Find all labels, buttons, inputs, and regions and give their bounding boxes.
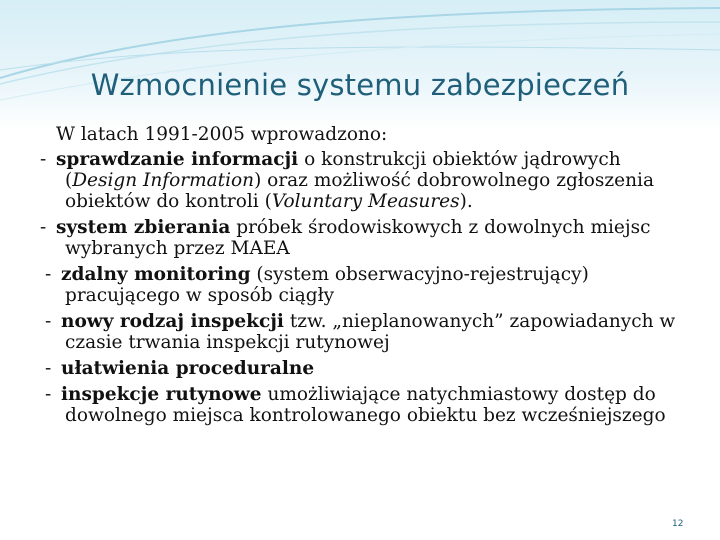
- list-item: [40, 149, 690, 212]
- item-bold: nowy rodzaj inspekcji: [61, 311, 284, 332]
- item-italic: Voluntary Measures: [271, 191, 460, 212]
- item-text: o konstrukcji obiektów jądrowych (: [65, 149, 621, 191]
- item-bold: zdalny monitoring: [61, 264, 251, 285]
- item-bold: sprawdzanie informacji: [56, 149, 299, 170]
- item-text: tzw. „nieplanowanych” zapowiadanych w czasie trwania inspekcji rutynowej: [65, 311, 676, 353]
- bullet-dash: -: [40, 149, 47, 170]
- page-number: 12: [672, 519, 684, 529]
- bullet-dash: -: [45, 384, 52, 405]
- bullet-dash: -: [45, 264, 52, 285]
- slide-title: Wzmocnienie systemu zabezpieczeń: [90, 68, 630, 102]
- list-item: [40, 217, 690, 259]
- item-text: ) oraz możliwość dobrowolnego zgłoszenia obiektów do kontroli (: [65, 170, 654, 212]
- bullet-dash: -: [45, 358, 52, 379]
- slide-body: [40, 124, 690, 431]
- list-item: [40, 311, 690, 353]
- list-item: [40, 358, 690, 379]
- item-text: ).: [459, 191, 473, 212]
- item-italic: Design Information: [72, 170, 255, 191]
- list-item: [40, 384, 690, 426]
- bullet-dash: -: [45, 311, 52, 332]
- bullet-dash: -: [40, 217, 47, 238]
- item-text: próbek środowiskowych z dowolnych miejsc wybranych przez MAEA: [65, 217, 651, 259]
- item-text: (system obserwacyjno-rejestrujący) pracującego w sposób ciągły: [65, 264, 589, 306]
- item-bold: system zbierania: [56, 217, 231, 238]
- intro-text: W latach 1991-2005 wprowadzono:: [56, 124, 388, 145]
- item-text: umożliwiające natychmiastowy dostęp do dowolnego miejsca kontrolowanego obiektu bez wcześniejszego: [65, 384, 666, 426]
- list-item: [40, 264, 690, 306]
- item-bold: inspekcje rutynowe: [61, 384, 262, 405]
- header-swoosh-decoration: [0, 0, 720, 130]
- item-bold: ułatwienia proceduralne: [61, 358, 315, 379]
